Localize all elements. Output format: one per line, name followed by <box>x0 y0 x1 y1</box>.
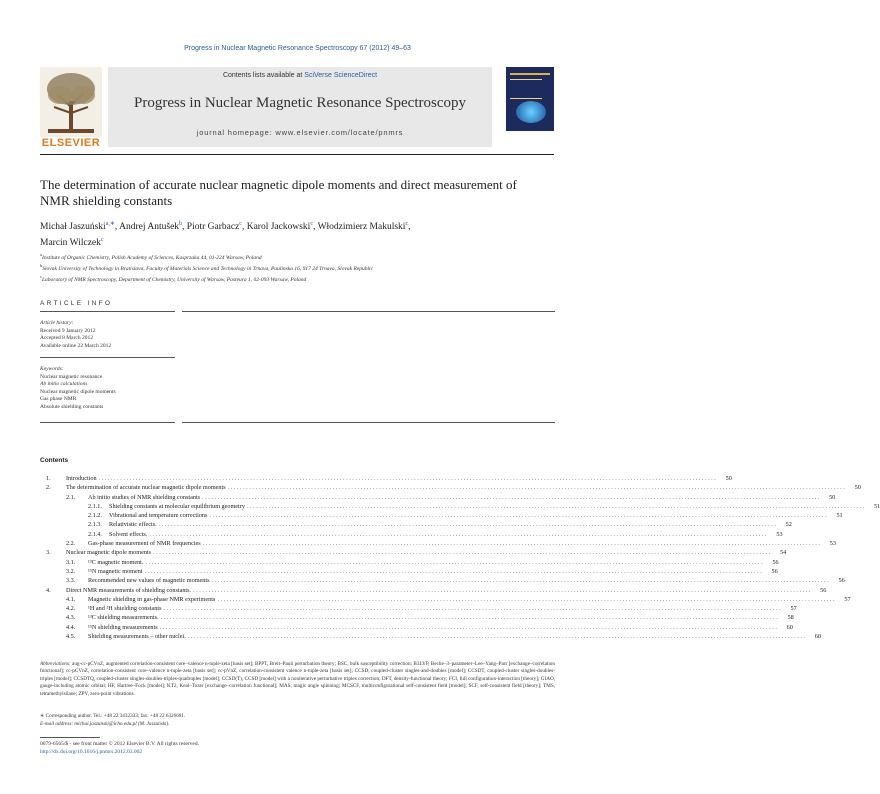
toc-leader-dots: . . . . . . . . . . . . . . . . . . . . . . . . . . . . . . . . . . . . . . . . . . . . . . . . . . . . . . . . . . . . . . . . . . . . . . . . . . . . . . . . . . . . . . . . . . . . . . . . . . . . . . . . . . . . . . . . . . . . . . . . . . . . . . . . . . . . . . . . . . . . . . . . . . . . . . . . . . . . . . . . . . . . . . . . . . . . . . . . . . . . . . . . . . . . . . . . . . . . . . . . <box>160 614 778 622</box>
toc-label: Solvent effects. <box>109 530 148 538</box>
author-name: Michał Jaszuński <box>40 222 106 233</box>
author[interactable] <box>247 222 313 232</box>
header-divider <box>40 154 554 155</box>
toc-leader-dots: . . . . . . . . . . . . . . . . . . . . . . . . . . . . . . . . . . . . . . . . . . . . . . . . . . . . . . . . . . . . . . . . . . . . . . . . . . . . . . . . . . . . . . . . . . . . . . . . . . . . . . . . . . . . . . . . . . . . . . . . . . . . . . . . . . . . . . . . . . . . . . . . . . . . . . . . . . . . . . . . . . . . . . . . . . . . . . . . . . . . . . . . . . . . . . . . . . . . . . . . <box>202 540 820 548</box>
affiliations <box>40 251 555 283</box>
toc-entry[interactable] <box>46 539 836 548</box>
affiliation-mark: a <box>40 252 42 257</box>
toc-label: ¹H and ²H shielding constants <box>88 605 162 613</box>
toc-label: Nuclear magnetic dipole moments <box>66 549 152 557</box>
toc-label: ¹⁵N shielding measurements <box>88 623 158 631</box>
toc-entry[interactable] <box>46 595 851 604</box>
toc-label: Vibrational and temperature corrections <box>109 512 208 520</box>
article-title: The determination of accurate nuclear magnetic dipole moments and direct measurement of NMR shielding constants <box>40 177 517 208</box>
footer-rule <box>40 737 100 738</box>
author-affiliation-mark: b <box>179 221 183 227</box>
affiliation <box>40 262 555 273</box>
toc-leader-dots: . . . . . . . . . . . . . . . . . . . . . . . . . . . . . . . . . . . . . . . . . . . . . . . . . . . . . . . . . . . . . . . . . . . . . . . . . . . . . . . . . . . . . . . . . . . . . . . . . . . . . . . . . . . . . . . . . . . . . . . . . . . . . . . . . . . . . . . . . . . . . . . . . . . . . . . . . . . . . . . . . . . . . . . . . . . . . . . . . . . . . . . . . . . . . . . . . . . . . . . . <box>159 623 777 631</box>
affiliation-text: Slovak University of Technology in Bratislava, Faculty of Materials Science and Technology in Trnava, Paulinska 16, 917 24 Trnava, Slovak Republic <box>42 265 374 272</box>
journal-title: Progress in Nuclear Magnetic Resonance Spectroscopy <box>134 95 466 111</box>
toc-number: 4.5. <box>66 633 76 641</box>
elsevier-logo-text: ELSEVIER <box>41 137 101 149</box>
toc-page: 53 <box>829 540 836 548</box>
toc-page: 60 <box>786 623 793 631</box>
toc-leader-dots: . . . . . . . . . . . . . . . . . . . . . . . . . . . . . . . . . . . . . . . . . . . . . . . . . . . . . . . . . . . . . . . . . . . . . . . . . . . . . . . . . . . . . . . . . . . . . . . . . . . . . . . . . . . . . . . . . . . . . . . . . . . . . . . . . . . . . . . . . . . . . . . . . . . . . . . . . . . . . . . . . . . . . . . . . . . . . . . . . . . . . . . . . . . . . . . . . . . . . . . . <box>163 605 781 613</box>
toc-label: The determination of accurate nuclear magnetic dipole moments <box>66 484 226 492</box>
toc-page: 56 <box>772 558 779 566</box>
affiliation-text: Institute of Organic Chemistry, Polish Academy of Sciences, Kasprzaka 44, 01-224 Warsaw, Poland <box>42 254 262 261</box>
keyword-item: Nuclear magnetic resonance <box>40 373 103 380</box>
online-date: Available online 22 March 2012 <box>40 342 112 349</box>
journal-cover-thumbnail <box>506 67 554 131</box>
keywords-heading: Keywords: <box>40 366 64 372</box>
toc-label: Ab initio studies of NMR shielding constants <box>88 493 201 501</box>
author-name: Włodzimierz Makulski <box>317 222 406 233</box>
author-affiliation-mark: a,∗ <box>105 221 115 227</box>
toc-label: Shielding constants at molecular equilibrium geometry <box>109 502 245 510</box>
toc-page: 54 <box>780 549 787 557</box>
journal-banner <box>108 67 492 147</box>
toc-leader-dots: . . . . . . . . . . . . . . . . . . . . . . . . . . . . . . . . . . . . . . . . . . . . . . . . . . . . . . . . . . . . . . . . . . . . . . . . . . . . . . . . . . . . . . . . . . . . . . . . . . . . . . . . . . . . . . . . . . . . . . . . . . . . . . . . . . . . . . . . . . . . . . . . . . . . . . . . . . . . . . . . . . . . . . . . . . . . . . . . . . . . . . . . . . . . . . . . . . . . . . . . <box>246 502 865 510</box>
toc-number: 1. <box>46 475 51 482</box>
journal-reference[interactable]: Progress in Nuclear Magnetic Resonance Spectroscopy 67 (2012) 49–63 <box>184 45 411 52</box>
received-date: Received 9 January 2012 <box>40 327 96 334</box>
toc-number: 4.4. <box>66 623 76 631</box>
elsevier-tree-logo-icon <box>40 67 102 139</box>
toc-number: 2.1.2. <box>88 512 102 520</box>
history-rule <box>40 357 175 358</box>
doi-link[interactable]: http://dx.doi.org/10.1016/j.pnmrs.2012.03.002 <box>40 749 143 755</box>
toc-leader-dots: . . . . . . . . . . . . . . . . . . . . . . . . . . . . . . . . . . . . . . . . . . . . . . . . . . . . . . . . . . . . . . . . . . . . . . . . . . . . . . . . . . . . . . . . . . . . . . . . . . . . . . . . . . . . . . . . . . . . . . . . . . . . . . . . . . . . . . . . . . . . . . . . . . . . . . . . . . . . . . . . . . . . . . . . . . . . . . . . . . . . . . . . . . . . . . . . . . . . . . . . <box>98 475 716 482</box>
abbreviations-text: aug-cc-pCVnZ, augmented correlation-consistent core–valence n-tuple-zeta [basis set]; BPPT, Breit–Pauli perturbation theory; BSC, bulk susceptibility correction; B3LYP, Becke–3–parameter–Lee–Yang–Parr [exchange–correlation functional]; cc-pCVnZ, correlation-consistent core–valence n-tuple-zeta [basis set]; cc-pVnZ, correlation-consistent valence n-tuple-zeta [basis set]; CCSD, coupled-cluster singles-and-doubles [model]; CCSDT, coupled-cluster singles-doubles-triples [model]; CCSDTQ, coupled-cluster singles-doubles-triples-quadruples [model]; CCSD(T), CCSD [model] with a noniterative perturbative triples correction; DFT, density-functional theory; FCI, full configuration-interaction [theory]; GIAO, gauge-including atomic orbital; HF, Hartree–Fock [model]; KT2, Keal–Tozer [exchange–correlation functional]; MAS, magic angle spinning; MCSCF, multiconfigurational self-consistent field [model]; SCF, self-consistent field [theory]; TMS, tetramethylsilane; ZPV, zero-point vibrations. <box>40 661 555 697</box>
toc-leader-dots: . . . . . . . . . . . . . . . . . . . . . . . . . . . . . . . . . . . . . . . . . . . . . . . . . . . . . . . . . . . . . . . . . . . . . . . . . . . . . . . . . . . . . . . . . . . . . . . . . . . . . . . . . . . . . . . . . . . . . . . . . . . . . . . . . . . . . . . . . . . . . . . . . . . . . . . . . . . . . . . . . . . . . . . . . . . . . . . . . . . . . . . . . . . . . . . . . . . . . . . . <box>193 586 811 594</box>
toc-page: 50 <box>854 484 861 492</box>
toc-entry[interactable] <box>46 511 843 520</box>
author[interactable] <box>40 238 104 248</box>
toc-page: 53 <box>776 530 783 538</box>
toc-number: 3.1. <box>66 558 76 566</box>
toc-label: Introduction <box>66 475 97 482</box>
toc-entry[interactable] <box>46 493 836 502</box>
contents-heading: Contents <box>40 457 69 464</box>
toc-entry[interactable] <box>46 502 880 511</box>
toc-entry[interactable] <box>46 604 797 613</box>
toc-leader-dots: . . . . . . . . . . . . . . . . . . . . . . . . . . . . . . . . . . . . . . . . . . . . . . . . . . . . . . . . . . . . . . . . . . . . . . . . . . . . . . . . . . . . . . . . . . . . . . . . . . . . . . . . . . . . . . . . . . . . . . . . . . . . . . . . . . . . . . . . . . . . . . . . . . . . . . . . . . . . . . . . . . . . . . . . . . . . . . . . . . . . . . . . . . . . . . . . . . . . . . . . <box>209 512 827 520</box>
toc-leader-dots: . . . . . . . . . . . . . . . . . . . . . . . . . . . . . . . . . . . . . . . . . . . . . . . . . . . . . . . . . . . . . . . . . . . . . . . . . . . . . . . . . . . . . . . . . . . . . . . . . . . . . . . . . . . . . . . . . . . . . . . . . . . . . . . . . . . . . . . . . . . . . . . . . . . . . . . . . . . . . . . . . . . . . . . . . . . . . . . . . . . . . . . . . . . . . . . . . . . . . . . . <box>227 484 845 492</box>
toc-page: 56 <box>838 577 845 585</box>
email-address[interactable]: E-mail address: michal.jaszunski@icho.edu.pl (M. Jaszuński). <box>40 721 170 727</box>
history-heading: Article history: <box>40 320 74 326</box>
keyword-item: Gas phase NMR <box>40 396 77 402</box>
toc-leader-dots: . . . . . . . . . . . . . . . . . . . . . . . . . . . . . . . . . . . . . . . . . . . . . . . . . . . . . . . . . . . . . . . . . . . . . . . . . . . . . . . . . . . . . . . . . . . . . . . . . . . . . . . . . . . . . . . . . . . . . . . . . . . . . . . . . . . . . . . . . . . . . . . . . . . . . . . . . . . . . . . . . . . . . . . . . . . . . . . . . . . . . . . . . . . . . . . . . . . . . . . . <box>217 595 835 603</box>
abstract-bottom-rule <box>182 422 555 423</box>
toc-label: Gas-phase measurement of NMR frequencies <box>88 540 201 548</box>
toc-page: 51 <box>836 512 843 520</box>
journal-homepage[interactable]: journal homepage: www.elsevier.com/locate/pnmrs <box>196 128 404 137</box>
contents-available-prefix: Contents lists available at <box>222 72 305 79</box>
sciencedirect-link[interactable]: SciVerse ScienceDirect <box>304 72 378 79</box>
toc-number: 3.3. <box>66 577 76 585</box>
toc-label: Relativistic effects. <box>109 521 157 529</box>
toc-label: ¹³C magnetic moment. <box>88 558 144 566</box>
toc-page: 50 <box>829 493 836 501</box>
toc-entry[interactable] <box>46 632 821 641</box>
toc-entry[interactable] <box>46 558 779 567</box>
author-affiliation-mark: c <box>100 236 104 243</box>
toc-leader-dots: . . . . . . . . . . . . . . . . . . . . . . . . . . . . . . . . . . . . . . . . . . . . . . . . . . . . . . . . . . . . . . . . . . . . . . . . . . . . . . . . . . . . . . . . . . . . . . . . . . . . . . . . . . . . . . . . . . . . . . . . . . . . . . . . . . . . . . . . . . . . . . . . . . . . . . . . . . . . . . . . . . . . . . . . . . . . . . . . . . . . . . . . . . . . . . . . . . . . . . . . <box>158 521 776 529</box>
toc-page: 57 <box>844 595 851 603</box>
toc-number: 2.1. <box>66 493 76 501</box>
author-name: Piotr Garbacz <box>186 222 240 233</box>
toc-leader-dots: . . . . . . . . . . . . . . . . . . . . . . . . . . . . . . . . . . . . . . . . . . . . . . . . . . . . . . . . . . . . . . . . . . . . . . . . . . . . . . . . . . . . . . . . . . . . . . . . . . . . . . . . . . . . . . . . . . . . . . . . . . . . . . . . . . . . . . . . . . . . . . . . . . . . . . . . . . . . . . . . . . . . . . . . . . . . . . . . . . . . . . . . . . . . . . . . . . . . . . . . <box>211 577 829 585</box>
toc-entry[interactable] <box>46 567 778 576</box>
toc-entry[interactable] <box>46 586 827 595</box>
toc-label: ¹⁵N magnetic moment <box>88 567 143 575</box>
keyword-item: Nuclear magnetic dipole moments <box>40 388 116 395</box>
affiliation <box>40 251 555 262</box>
toc-number: 2.1.3. <box>88 521 102 529</box>
toc-entry[interactable] <box>46 613 794 622</box>
author-name: Marcin Wilczek <box>40 237 101 248</box>
toc-page: 57 <box>790 605 797 613</box>
toc-page: 56 <box>771 567 778 575</box>
toc-page: 58 <box>787 614 794 622</box>
abstract-rule <box>182 311 555 312</box>
toc-number: 2.1.1. <box>88 502 102 510</box>
keyword-item: Absolute shielding constants <box>40 403 104 410</box>
toc-page: 50 <box>725 475 732 482</box>
table-of-contents <box>46 474 880 641</box>
toc-number: 4.1. <box>66 595 76 603</box>
toc-entry[interactable] <box>46 576 845 585</box>
keyword-item: Ab initio calculations <box>40 381 88 387</box>
toc-number: 3. <box>46 549 51 557</box>
toc-number: 4. <box>46 586 51 594</box>
toc-label: Magnetic shielding in gas-phase NMR experiments <box>88 595 216 603</box>
author[interactable] <box>318 222 409 232</box>
author[interactable] <box>40 222 115 232</box>
toc-leader-dots: . . . . . . . . . . . . . . . . . . . . . . . . . . . . . . . . . . . . . . . . . . . . . . . . . . . . . . . . . . . . . . . . . . . . . . . . . . . . . . . . . . . . . . . . . . . . . . . . . . . . . . . . . . . . . . . . . . . . . . . . . . . . . . . . . . . . . . . . . . . . . . . . . . . . . . . . . . . . . . . . . . . . . . . . . . . . . . . . . . . . . . . . . . . . . . . . . . . . . . . . <box>144 567 762 575</box>
contents-available-line <box>108 72 492 79</box>
toc-label: Shielding measurements – other nuclei. <box>88 633 186 641</box>
issn-line: 0079-6565/$ - see front matter © 2012 Elsevier B.V. All rights reserved. <box>40 741 199 747</box>
toc-leader-dots: . . . . . . . . . . . . . . . . . . . . . . . . . . . . . . . . . . . . . . . . . . . . . . . . . . . . . . . . . . . . . . . . . . . . . . . . . . . . . . . . . . . . . . . . . . . . . . . . . . . . . . . . . . . . . . . . . . . . . . . . . . . . . . . . . . . . . . . . . . . . . . . . . . . . . . . . . . . . . . . . . . . . . . . . . . . . . . . . . . . . . . . . . . . . . . . . . . . . . . . . <box>187 633 805 641</box>
affiliation <box>40 273 555 284</box>
author[interactable] <box>187 222 242 232</box>
toc-page: 56 <box>820 586 827 594</box>
toc-number: 4.2. <box>66 605 76 613</box>
toc-page: 52 <box>785 521 792 529</box>
toc-page: 60 <box>814 633 821 641</box>
toc-entry[interactable] <box>46 474 732 483</box>
toc-entry[interactable] <box>46 623 793 632</box>
affiliation-mark: c <box>40 273 42 279</box>
toc-entry[interactable] <box>46 520 792 529</box>
article-info-rule <box>40 311 175 312</box>
author-affiliation-mark: c <box>310 221 313 227</box>
author-affiliation-mark: c <box>239 221 242 227</box>
toc-leader-dots: . . . . . . . . . . . . . . . . . . . . . . . . . . . . . . . . . . . . . . . . . . . . . . . . . . . . . . . . . . . . . . . . . . . . . . . . . . . . . . . . . . . . . . . . . . . . . . . . . . . . . . . . . . . . . . . . . . . . . . . . . . . . . . . . . . . . . . . . . . . . . . . . . . . . . . . . . . . . . . . . . . . . . . . . . . . . . . . . . . . . . . . . . . . . . . . . . . . . . . . . <box>145 558 763 566</box>
toc-entry[interactable] <box>46 530 783 539</box>
author[interactable] <box>119 222 182 232</box>
affiliation-mark: b <box>40 262 43 268</box>
article-history <box>40 320 175 350</box>
author-list: Michał Jaszuński$^{a,∗}$, Andrej Antušek$^b$, Piotr Garbacz$^c$, Karol Jackowski$^c$, Włodzimierz Makulski$^c$, Marcin Wilczek$^c$ <box>40 221 411 248</box>
toc-number: 4.3. <box>66 614 76 622</box>
toc-leader-dots: . . . . . . . . . . . . . . . . . . . . . . . . . . . . . . . . . . . . . . . . . . . . . . . . . . . . . . . . . . . . . . . . . . . . . . . . . . . . . . . . . . . . . . . . . . . . . . . . . . . . . . . . . . . . . . . . . . . . . . . . . . . . . . . . . . . . . . . . . . . . . . . . . . . . . . . . . . . . . . . . . . . . . . . . . . . . . . . . . . . . . . . . . . . . . . . . . . . . . . . . <box>149 530 767 538</box>
toc-entry[interactable] <box>46 483 861 492</box>
keywords-rule <box>40 422 175 423</box>
toc-label: Direct NMR measurements of shielding constants. <box>66 586 192 594</box>
toc-number: 3.2. <box>66 567 76 575</box>
toc-entry[interactable] <box>46 548 787 557</box>
author-affiliation-mark: c <box>405 221 409 227</box>
affiliation-text: Laboratory of NMR Spectroscopy, Department of Chemistry, University of Warsaw, Pasteura 1, 02-093 Warsaw, Poland <box>42 276 307 283</box>
toc-number: 2.1.4. <box>88 530 102 538</box>
toc-page: 51 <box>873 502 880 510</box>
toc-leader-dots: . . . . . . . . . . . . . . . . . . . . . . . . . . . . . . . . . . . . . . . . . . . . . . . . . . . . . . . . . . . . . . . . . . . . . . . . . . . . . . . . . . . . . . . . . . . . . . . . . . . . . . . . . . . . . . . . . . . . . . . . . . . . . . . . . . . . . . . . . . . . . . . . . . . . . . . . . . . . . . . . . . . . . . . . . . . . . . . . . . . . . . . . . . . . . . . . . . . . . . . . <box>202 493 820 501</box>
toc-leader-dots: . . . . . . . . . . . . . . . . . . . . . . . . . . . . . . . . . . . . . . . . . . . . . . . . . . . . . . . . . . . . . . . . . . . . . . . . . . . . . . . . . . . . . . . . . . . . . . . . . . . . . . . . . . . . . . . . . . . . . . . . . . . . . . . . . . . . . . . . . . . . . . . . . . . . . . . . . . . . . . . . . . . . . . . . . . . . . . . . . . . . . . . . . . . . . . . . . . . . . . . . <box>153 549 771 557</box>
journal-header <box>40 67 554 147</box>
toc-label: Recommended new values of magnetic moments <box>88 577 210 585</box>
keywords <box>40 366 175 411</box>
toc-label: ¹³C shielding measurements. <box>88 614 159 622</box>
author-name: Andrej Antušek <box>119 222 180 233</box>
author-name: Karol Jackowski <box>246 222 311 233</box>
article-info-heading: ARTICLE INFO <box>40 300 113 307</box>
abbreviations-heading: Abbreviations: <box>40 661 71 667</box>
corresponding-author-note: ∗ Corresponding author. Tel.: +48 22 3432333; fax: +48 22 6326681. <box>40 713 186 719</box>
toc-number: 2. <box>46 484 51 492</box>
abbreviations-footnote <box>40 661 555 698</box>
toc-number: 2.2. <box>66 540 76 548</box>
accepted-date: Accepted 8 March 2012 <box>40 335 93 341</box>
